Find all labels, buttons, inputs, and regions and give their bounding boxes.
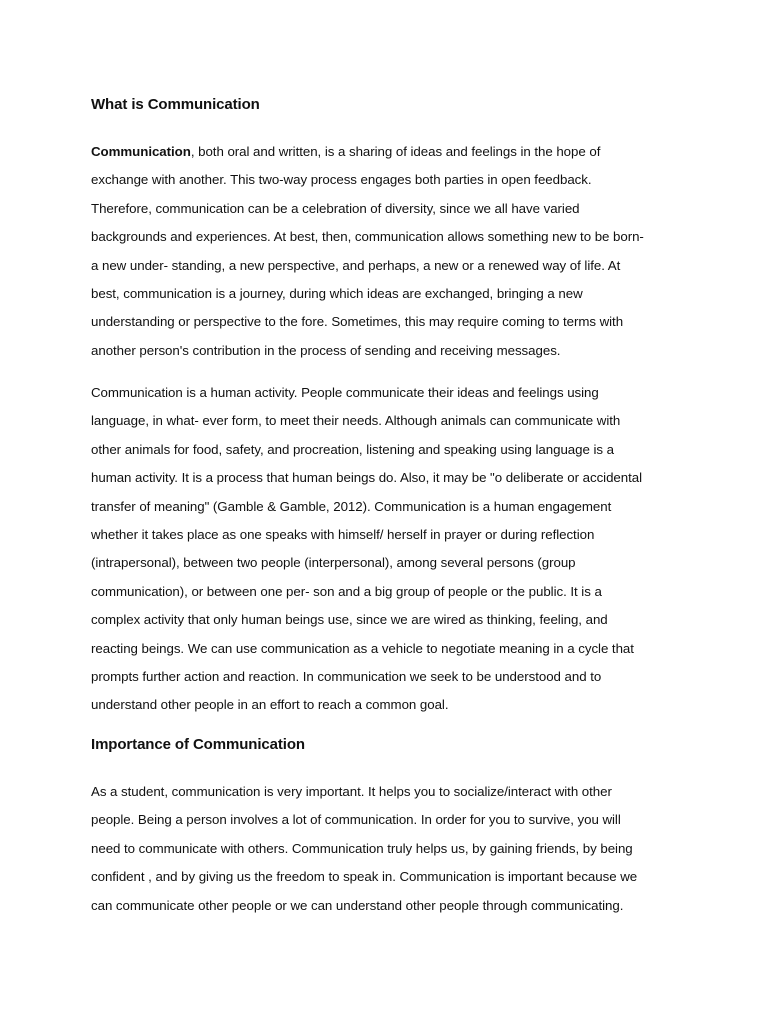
paragraph-definition: [91, 138, 691, 365]
text-line: human activity. It is a process that human beings do. Also, it may be "o deliberate or accidental: [91, 470, 643, 486]
text-line: confident , and by giving us the freedom to speak in. Communication is important because we: [91, 869, 638, 885]
text-line: language, in what- ever form, to meet their needs. Although animals can communicate with: [91, 413, 621, 429]
paragraph-human-activity: [91, 379, 691, 720]
text-line: other animals for food, safety, and procreation, listening and speaking using language is a: [91, 441, 614, 457]
text-line: prompts further action and reaction. In communication we seek to be understood and to: [91, 668, 602, 684]
text-line: understand other people in an effort to reach a common goal.: [91, 697, 449, 713]
text-line: reacting beings. We can use communication as a vehicle to negotiate meaning in a cycle that: [91, 640, 634, 656]
text-line: As a student, communication is very important. It helps you to socialize/interact with other: [91, 784, 612, 799]
text-line: people. Being a person involves a lot of communication. In order for you to survive, you will: [91, 812, 621, 828]
text-line: need to communicate with others. Communication truly helps us, by gaining friends, by being: [91, 840, 633, 856]
text-line: transfer of meaning" (Gamble & Gamble, 2012). Communication is a human engagement: [91, 498, 612, 514]
paragraph-importance: [91, 778, 691, 920]
text-line: exchange with another. This two-way process engages both parties in open feedback.: [91, 172, 592, 188]
section-heading-what-is-communication: What is Communication: [91, 96, 260, 113]
text-line: understanding or perspective to the fore. Sometimes, this may require coming to terms with: [91, 314, 624, 330]
text-line: communication), or between one per- son and a big group of people or the public. It is a: [91, 583, 602, 599]
text-line: can communicate other people or we can understand other people through communicating.: [91, 897, 624, 913]
text-line: another person's contribution in the process of sending and receiving messages.: [91, 342, 561, 358]
text-line: Therefore, communication can be a celebration of diversity, since we all have varied: [91, 200, 580, 216]
text-line-content: , both oral and written, is a sharing of ideas and feelings in the hope of: [190, 144, 601, 159]
text-line: Communication is a human activity. People communicate their ideas and feelings using: [91, 385, 599, 400]
text-line: backgrounds and experiences. At best, then, communication allows something new to be born-: [91, 229, 644, 245]
section-heading-importance-of-communication: Importance of Communication: [91, 736, 305, 753]
text-line: (intrapersonal), between two people (interpersonal), among several persons (group: [91, 555, 576, 571]
text-line: complex activity that only human beings use, since we are wired as thinking, feeling, and: [91, 612, 608, 628]
text-line: [91, 138, 691, 166]
text-line: whether it takes place as one speaks with himself/ herself in prayer or during reflection: [91, 526, 595, 542]
lead-term: Communication: [91, 144, 191, 159]
text-line: best, communication is a journey, during which ideas are exchanged, bringing a new: [91, 285, 583, 301]
text-line: a new under- standing, a new perspective, and perhaps, a new or a renewed way of life. At: [91, 257, 621, 273]
